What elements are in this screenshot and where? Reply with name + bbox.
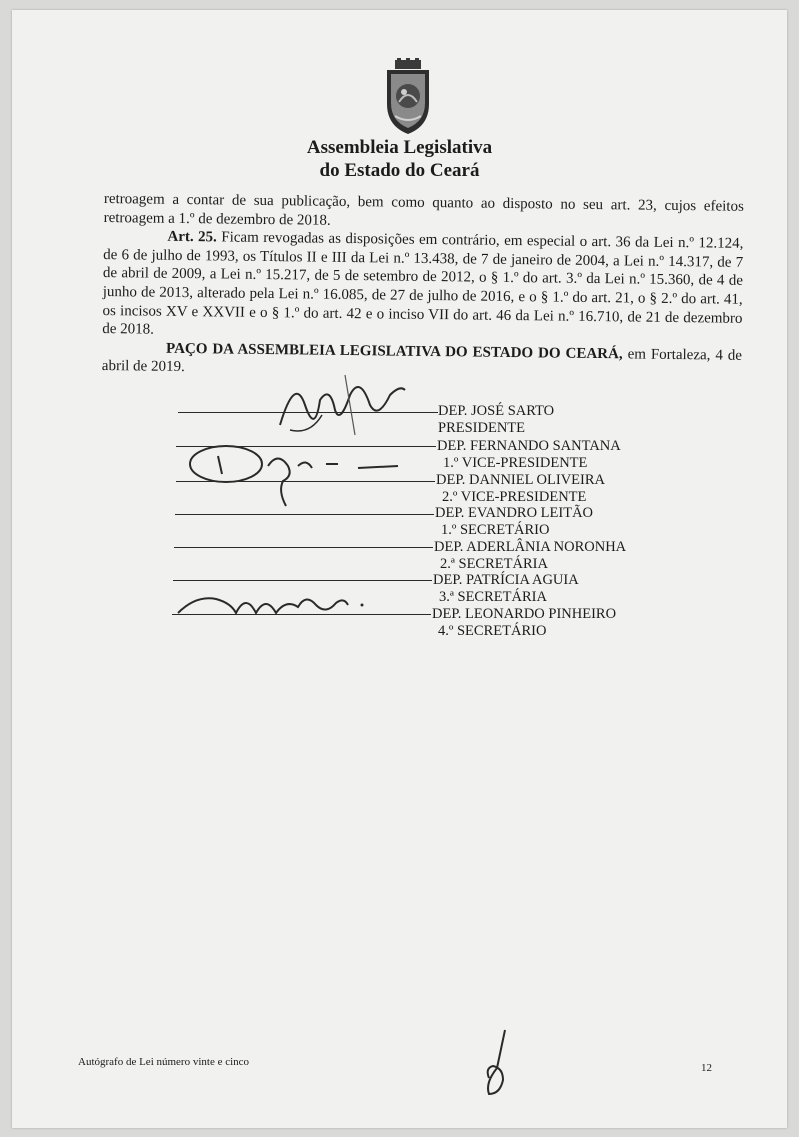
signatory-title: 2.ª SECRETÁRIA	[440, 556, 548, 572]
org-name-line2: do Estado do Ceará	[319, 160, 480, 181]
signatory-title: 2.º VICE-PRESIDENTE	[442, 489, 587, 505]
signatory-title: 1.º VICE-PRESIDENTE	[443, 455, 588, 471]
signatory-name: DEP. DANNIEL OLIVEIRA	[436, 472, 606, 488]
org-name-line1: Assembleia Legislativa	[306, 137, 493, 158]
body-text	[102, 190, 744, 384]
signatory-name: DEP. PATRÍCIA AGUIA	[433, 572, 579, 588]
signatory-title: 1.º SECRETÁRIO	[441, 522, 550, 538]
signatory-title: 4.º SECRETÁRIO	[438, 623, 547, 639]
handwritten-signature	[176, 585, 376, 625]
art25-label: Art. 25.	[167, 228, 217, 246]
paco-label: PAÇO DA ASSEMBLEIA LEGISLATIVA DO ESTADO DO CEARÁ,	[165, 340, 623, 363]
art25-text: Ficam revogadas as disposições em contrário, em especial o art. 36 da Lei n.º 12.124, de 6 de julho de 1993, os Títulos II e III da Lei n.º 13.438, de 7 de janeiro de 2004, a Lei n.º 14.317, de 7 de abril de 2009, a Lei n.º 15.217, de 5 de setembro de 2012, o § 1.º do art. 3.º da Lei n.º 15.360, de 4 de junho de 2013, alterado pela Lei n.º 16.085, de 27 de julho de 2016, e o § 1.º do art. 21, o § 2.º do art. 41, os incisos XV e XXVII e o § 1.º do art. 42 e o inciso VII do art. 46 da Lei n.º 16.710, de 21 de dezembro de 2018.	[102, 229, 744, 338]
page-initials-signature	[475, 1028, 520, 1098]
signatory-name: DEP. ADERLÂNIA NORONHA	[434, 539, 627, 555]
signatory-title: 3.ª SECRETÁRIA	[439, 589, 547, 605]
autograph-label: Autógrafo de Lei número vinte e cinco	[78, 1056, 250, 1068]
handwritten-signature	[188, 436, 408, 516]
paragraph-paco	[102, 339, 742, 384]
paco-text: em Fortaleza, 4 de abril de 2019.	[101, 346, 743, 376]
paragraph-retroagem: retroagem a contar de sua publicação, bem como quanto ao disposto no seu art. 23, cujos efeitos retroagem a 1.º de dezembro de 2018.	[103, 190, 744, 229]
signatory-name: DEP. FERNANDO SANTANA	[437, 438, 621, 454]
paragraph-art25	[102, 227, 743, 346]
state-coat-of-arms-icon	[383, 58, 433, 138]
signatory-title: PRESIDENTE	[438, 420, 525, 436]
signatory-name: DEP. JOSÉ SARTO	[438, 403, 555, 419]
signatory-name: DEP. EVANDRO LEITÃO	[435, 505, 594, 521]
handwritten-signature	[260, 365, 410, 445]
signatory-name: DEP. LEONARDO PINHEIRO	[432, 606, 617, 622]
page-number: 12	[701, 1062, 712, 1074]
